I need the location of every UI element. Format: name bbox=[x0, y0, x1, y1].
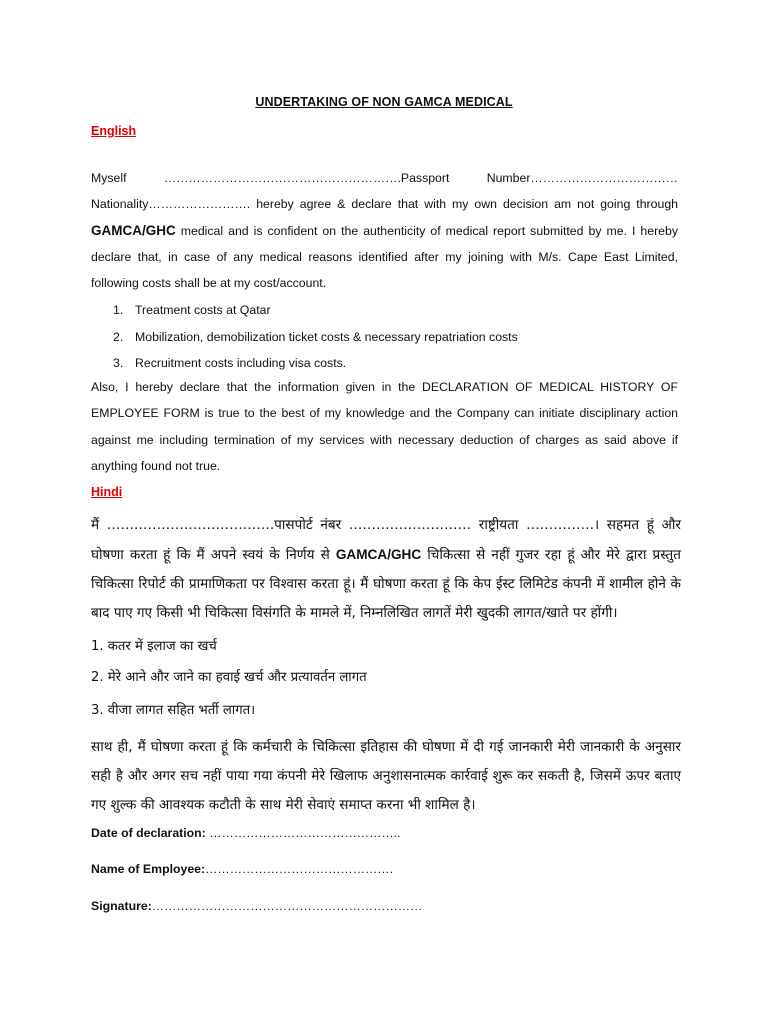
employee-name-blank: ………………………………………. bbox=[205, 862, 393, 876]
list-item bbox=[113, 324, 673, 351]
hindi-paragraph-2: साथ ही, मैं घोषणा करता हूं कि कर्मचारी के चिकित्सा इतिहास की घोषणा में दी गई जानकारी मेरी जानकारी के अनुसार सही है और अगर सच नहीं पाया गया कंपनी मेरे खिलाफ अनुशासनात्मक कार्रवाई शुरू कर सकती है, जिसमें ऊपर बताए गए शुल्क की आवश्यक कटौती के साथ मेरी सेवाएं समाप्त करना भी शामिल है। bbox=[91, 739, 681, 813]
document-title: UNDERTAKING OF NON GAMCA MEDICAL bbox=[255, 95, 513, 109]
list-text: Mobilization, demobilization ticket costs & necessary repatriation costs bbox=[135, 329, 518, 344]
english-cost-list bbox=[113, 297, 673, 377]
signature-field bbox=[91, 899, 422, 913]
date-label: Date of declaration: bbox=[91, 826, 210, 840]
list-number: 2. bbox=[113, 329, 124, 344]
list-text: Recruitment costs including visa costs. bbox=[135, 356, 347, 370]
signature-blank: ………………………………………………………… bbox=[151, 899, 423, 913]
list-number: 1. bbox=[113, 303, 124, 317]
list-text: Treatment costs at Qatar bbox=[135, 303, 271, 317]
list-item bbox=[113, 350, 673, 377]
english-paragraph-1 bbox=[91, 165, 678, 296]
hindi-list-item-2: 2. मेरे आने और जाने का हवाई खर्च और प्रत्यावर्तन लागत bbox=[91, 670, 367, 685]
hindi-list-item-3: 3. वीजा लागत सहित भर्ती लागत। bbox=[91, 703, 256, 718]
hindi-paragraph-1 bbox=[91, 511, 681, 628]
date-of-declaration-field bbox=[91, 826, 401, 840]
hindi-list-item-1: 1. कतर में इलाज का खर्च bbox=[91, 639, 217, 654]
list-item bbox=[113, 297, 673, 324]
gamca-ghc-bold: GAMCA/GHC bbox=[91, 222, 176, 238]
hindi-paragraph-1-start: मैं ……………………………….पासपोर्ट नंबर ……………………… राष्ट्रीयता ……………। सहमत हूं और घोषणा करता हूं कि मैं अपने स्वयं के निर्णय से bbox=[91, 517, 681, 563]
date-blank: ……………………………………….. bbox=[209, 826, 401, 840]
hindi-heading: Hindi bbox=[91, 485, 123, 499]
signature-label: Signature: bbox=[91, 899, 152, 913]
hindi-paragraph-1-end: चिकित्सा से नहीं गुजर रहा हूं और मेरे द्वारा प्रस्तुत चिकित्सा रिपोर्ट की प्रामाणिकता पर विश्वास करता हूं। मैं घोषणा करता हूं कि केप ईस्ट लिमिटेड कंपनी में शामील होने के बाद पाए गए किसी भी चिकित्सा विसंगति के मामले में, निम्नलिखित लागतें मेरी खुदकी लागत/खाते पर होंगी। bbox=[91, 547, 681, 621]
employee-name-field bbox=[91, 862, 393, 876]
english-paragraph-1-end: medical and is confident on the authenticity of medical report submitted by me. I hereby declare that, in case of any medical reasons identified after my joining with M/s. Cape East Limited, following costs shall be at my cost/account. bbox=[91, 223, 678, 291]
gamca-ghc-bold-hindi: GAMCA/GHC bbox=[335, 547, 422, 562]
english-paragraph-2: Also, I hereby declare that the information given in the DECLARATION OF MEDICAL HISTORY OF EMPLOYEE FORM is true to the best of my knowledge and the Company can initiate disciplinary action against me including termination of my services with necessary deduction of charges as said above if anything found not true. bbox=[91, 380, 678, 473]
list-number: 3. bbox=[113, 356, 124, 370]
english-heading: English bbox=[91, 124, 137, 138]
english-paragraph-1-start: Myself ………………………………………………….Passport Number………………………………Nationality……………………. hereby agree & declare that with my own decision am not going through bbox=[91, 171, 678, 212]
employee-name-label: Name of Employee: bbox=[91, 862, 206, 876]
